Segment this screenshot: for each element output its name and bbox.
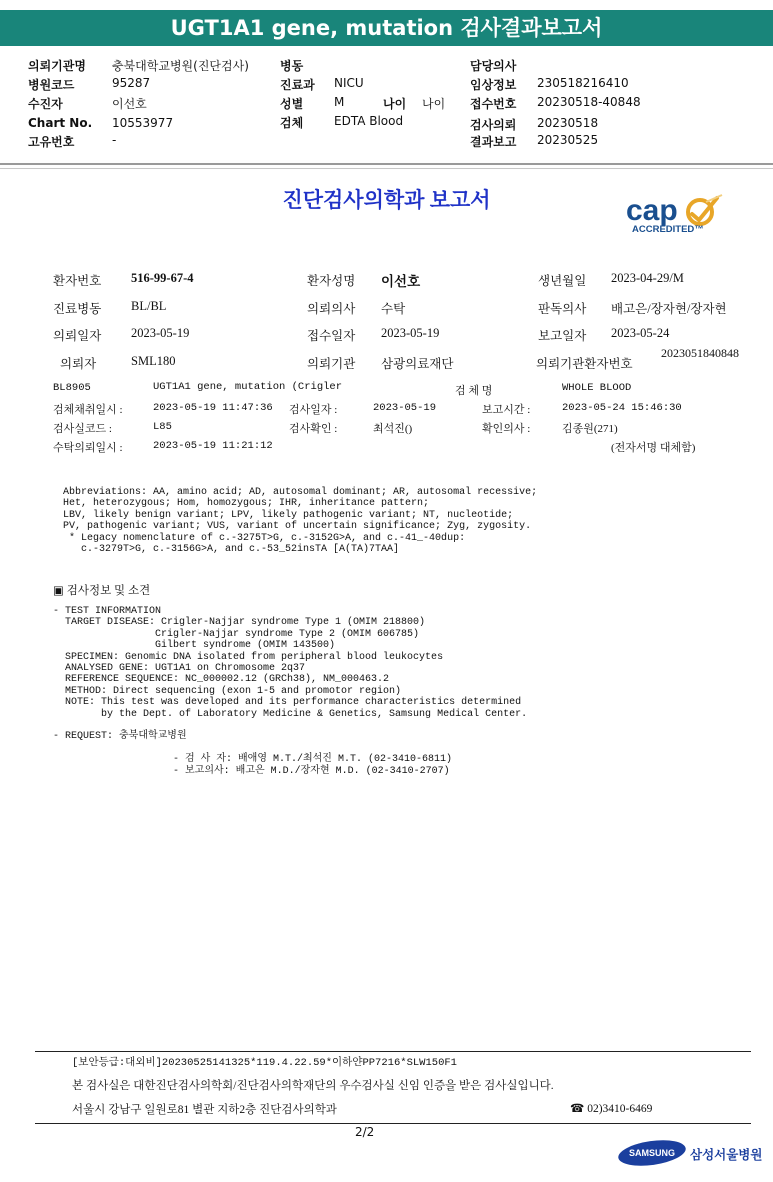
field-label: 보고일자 bbox=[538, 329, 587, 343]
field-label: 의뢰일자 bbox=[53, 329, 102, 343]
header-right-2: 접수번호 bbox=[470, 97, 517, 111]
header-right-0: 담당의사 bbox=[470, 59, 517, 73]
field-value: 삼광의료재단 bbox=[381, 357, 454, 371]
field-value: 배고은/장자현/장자현 bbox=[611, 302, 727, 316]
field-label: 생년월일 bbox=[538, 274, 587, 288]
field-label: 환자번호 bbox=[53, 274, 102, 288]
header-right-1-value: 230518216410 bbox=[537, 76, 629, 90]
specimen-value: WHOLE BLOOD bbox=[562, 382, 632, 394]
field-value: 2023-05-19 bbox=[381, 326, 440, 340]
field-value: 수탁 bbox=[381, 302, 406, 316]
testdate-value: 2023-05-19 bbox=[373, 402, 437, 414]
hospital-name: 삼성서울병원 bbox=[690, 1147, 763, 1162]
header-mid-2: 성별 bbox=[280, 97, 304, 111]
report-banner: UGT1A1 gene, mutation 검사결과보고서 bbox=[0, 10, 773, 46]
room-value: L85 bbox=[153, 421, 172, 433]
header-left-1-value: 95287 bbox=[112, 76, 151, 90]
test-info-line: by the Dept. of Laboratory Medicine & Genetics, Samsung Medical Center. bbox=[53, 708, 528, 720]
header-right-1: 임상정보 bbox=[470, 78, 517, 92]
doctor-label: 확인의사 : bbox=[482, 423, 531, 435]
header-right-3-value: 20230518 bbox=[537, 116, 599, 130]
header-right-3: 검사의뢰 bbox=[470, 118, 517, 132]
field-value: 2023-05-19 bbox=[131, 326, 190, 340]
header-left-0-value: 충북대학교병원(진단검사) bbox=[112, 59, 249, 73]
order-value: 2023-05-19 11:21:12 bbox=[153, 440, 273, 452]
test-information-block bbox=[53, 606, 527, 777]
page-number: 2/2 bbox=[355, 1125, 375, 1139]
security-line: [보안등급:대외비]20230525141325*119.4.22.59*이하얀PP7216*SLW150F1 bbox=[72, 1057, 457, 1069]
doctor-value: 김종원(271) bbox=[562, 423, 618, 435]
test-info-line: NOTE: This test was developed and its performance characteristics determined bbox=[53, 697, 522, 709]
header-right-2-value: 20230518-40848 bbox=[537, 95, 641, 109]
field-value: SML180 bbox=[131, 354, 176, 368]
test-name: UGT1A1 gene, mutation (Crigler bbox=[153, 381, 343, 393]
header-age-value: 나이 bbox=[422, 97, 446, 111]
abbreviation-line: Het, heterozygous; Hom, homozygous; IHR, inheritance pattern; bbox=[63, 498, 430, 510]
abbreviation-line: Abbreviations: AA, amino acid; AD, autosomal dominant; AR, autosomal recessive; bbox=[63, 487, 538, 498]
confirm-value: 최석진() bbox=[373, 423, 413, 435]
testdate-label: 검사일자 : bbox=[289, 404, 338, 416]
field-label: 의뢰의사 bbox=[307, 302, 356, 316]
field-value: 2023-04-29/M bbox=[611, 271, 684, 285]
test-info-line: - TEST INFORMATION bbox=[53, 606, 162, 617]
field-value: 이선호 bbox=[381, 274, 421, 289]
header-right-4: 결과보고 bbox=[470, 135, 517, 149]
header-mid-1-value: NICU bbox=[334, 76, 364, 90]
header-left-3: Chart No. bbox=[28, 116, 93, 130]
section-title: ▣ 검사정보 및 소견 bbox=[53, 585, 151, 597]
header-mid-1: 진료과 bbox=[280, 78, 315, 92]
cap-logo-word: cap bbox=[626, 194, 678, 227]
header-age-label: 나이 bbox=[383, 97, 407, 111]
field-value: 2023051840848 bbox=[661, 346, 739, 360]
test-info-line: METHOD: Direct sequencing (exon 1-5 and promotor region) bbox=[53, 685, 402, 697]
field-label: 환자성명 bbox=[307, 274, 356, 288]
lab-phone: ☎ 02)3410-6469 bbox=[570, 1103, 653, 1115]
specimen-label: 검 체 명 bbox=[455, 385, 493, 397]
test-info-line: Gilbert syndrome (OMIM 143500) bbox=[53, 640, 336, 652]
samsung-logo bbox=[617, 1136, 688, 1169]
header-mid-0: 병동 bbox=[280, 59, 304, 73]
header-left-1: 병원코드 bbox=[28, 78, 75, 92]
footer-divider-top bbox=[35, 1051, 751, 1052]
test-info-line bbox=[53, 720, 527, 731]
header-left-2: 수진자 bbox=[28, 97, 63, 111]
field-value: BL/BL bbox=[131, 299, 167, 313]
order-label: 수탁의뢰일시 : bbox=[53, 442, 123, 454]
header-divider-thin bbox=[0, 168, 773, 169]
cap-logo-sub: ACCREDITED™ bbox=[632, 224, 704, 235]
test-info-line bbox=[53, 743, 527, 754]
footer-divider-bottom bbox=[35, 1123, 751, 1124]
abbreviations-block bbox=[63, 487, 537, 555]
header-mid-3-value: EDTA Blood bbox=[334, 114, 404, 128]
test-info-line: - 검 사 자: 배애영 M.T./최석진 M.T. (02-3410-6811) bbox=[53, 754, 452, 766]
header-left-4-value: - bbox=[112, 133, 117, 147]
header-right-4-value: 20230525 bbox=[537, 133, 599, 147]
lab-address: 서울시 강남구 일원로81 별관 지하2층 진단검사의학과 bbox=[72, 1104, 337, 1116]
header-left-3-value: 10553977 bbox=[112, 116, 174, 130]
confirm-label: 검사확인 : bbox=[289, 423, 338, 435]
abbreviation-line: * Legacy nomenclature of c.-3275T>G, c.-3152G>A, and c.-41_-40dup: bbox=[63, 532, 466, 544]
field-label: 접수일자 bbox=[307, 329, 356, 343]
abbreviation-line: PV, pathogenic variant; VUS, variant of uncertain significance; Zyg, zygosity. bbox=[63, 521, 532, 533]
header-left-0: 의뢰기관명 bbox=[28, 59, 86, 73]
test-info-line: - REQUEST: 충북대학교병원 bbox=[53, 731, 187, 743]
abbreviation-line: c.-3279T>G, c.-3156G>A, and c.-53_52insTA [A(TA)7TAA] bbox=[63, 544, 400, 556]
reporttime-value: 2023-05-24 15:46:30 bbox=[562, 402, 682, 414]
field-value: 516-99-67-4 bbox=[131, 271, 194, 285]
room-label: 검사실코드 : bbox=[53, 423, 112, 435]
field-label: 판독의사 bbox=[538, 302, 587, 316]
field-label: 의뢰자 bbox=[60, 357, 97, 371]
header-divider bbox=[0, 163, 773, 165]
esign-note: (전자서명 대체함) bbox=[611, 442, 696, 454]
test-info-line: TARGET DISEASE: Crigler-Najjar syndrome Type 1 (OMIM 218800) bbox=[53, 617, 426, 629]
certification-text: 본 검사실은 대한진단검사의학회/진단검사의학재단의 우수검사실 신임 인증을 받은 검사실입니다. bbox=[72, 1080, 554, 1092]
test-info-line: Crigler-Najjar syndrome Type 2 (OMIM 606785) bbox=[53, 628, 420, 640]
field-label: 의뢰기관환자번호 bbox=[536, 357, 633, 371]
test-info-line: - 보고의사: 배고은 M.D./장자현 M.D. (02-3410-2707) bbox=[53, 765, 450, 777]
header-left-2-value: 이선호 bbox=[112, 97, 147, 111]
report-title: 진단검사의학과 보고서 bbox=[282, 188, 491, 212]
header-left-4: 고유번호 bbox=[28, 135, 75, 149]
test-info-line: SPECIMEN: Genomic DNA isolated from peripheral blood leukocytes bbox=[53, 651, 444, 663]
test-info-line: ANALYSED GENE: UGT1A1 on Chromosome 2q37 bbox=[53, 663, 306, 675]
field-label: 진료병동 bbox=[53, 302, 102, 316]
header-mid-2-value: M bbox=[334, 95, 345, 109]
abbreviation-line: LBV, likely benign variant; LPV, likely pathogenic variant; NT, nucleotide; bbox=[63, 509, 514, 521]
header-mid-3: 검체 bbox=[280, 116, 304, 130]
collect-value: 2023-05-19 11:47:36 bbox=[153, 402, 273, 414]
collect-label: 검체채취일시 : bbox=[53, 404, 123, 416]
cap-accredited-logo bbox=[622, 190, 732, 238]
field-value: 2023-05-24 bbox=[611, 326, 670, 340]
reporttime-label: 보고시간 : bbox=[482, 404, 531, 416]
test-info-line: REFERENCE SEQUENCE: NC_000002.12 (GRCh38), NM_000463.2 bbox=[53, 674, 390, 686]
samsung-logo-text: SAMSUNG bbox=[628, 1148, 675, 1158]
field-label: 의뢰기관 bbox=[307, 357, 356, 371]
test-code: BL8905 bbox=[53, 382, 91, 394]
